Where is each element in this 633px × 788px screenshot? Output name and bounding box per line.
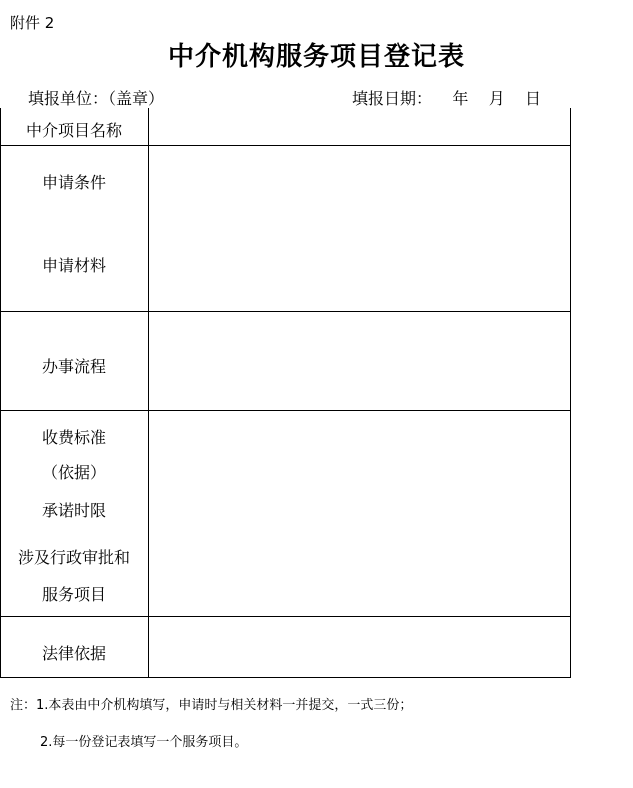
input-project-name[interactable] xyxy=(149,109,570,145)
unit-label: 填报单位：（盖章） xyxy=(28,89,165,108)
input-process[interactable] xyxy=(149,312,570,410)
label-project-name: 中介项目名称 xyxy=(25,121,122,140)
date-label: 填报日期： 年 月 日 xyxy=(352,89,542,108)
label-legal-basis: 法律依据 xyxy=(41,644,106,663)
note-1: 注：1.本表由中介机构填写，申请时与相关材料一并提交，一式三份； xyxy=(10,698,413,713)
table-right-border xyxy=(570,108,571,678)
input-fee-time-admin[interactable] xyxy=(149,411,570,616)
label-process: 办事流程 xyxy=(41,357,106,376)
table-bottom-border xyxy=(0,677,571,678)
label-admin-line1: 涉及行政审批和 xyxy=(17,548,130,567)
input-conditions-materials[interactable] xyxy=(149,146,570,311)
label-conditions: 申请条件 xyxy=(41,173,106,192)
label-materials: 申请材料 xyxy=(41,256,106,275)
input-legal-basis[interactable] xyxy=(149,617,570,677)
label-time-limit: 承诺时限 xyxy=(41,501,106,520)
label-fee: 收费标准 xyxy=(41,428,106,447)
label-admin-line2: 服务项目 xyxy=(41,585,106,604)
attachment-label: 附件 2 xyxy=(10,14,55,32)
label-fee-basis: （依据） xyxy=(41,463,106,482)
note-2: 2.每一份登记表填写一个服务项目。 xyxy=(40,735,248,750)
form-title: 中介机构服务项目登记表 xyxy=(167,42,465,72)
